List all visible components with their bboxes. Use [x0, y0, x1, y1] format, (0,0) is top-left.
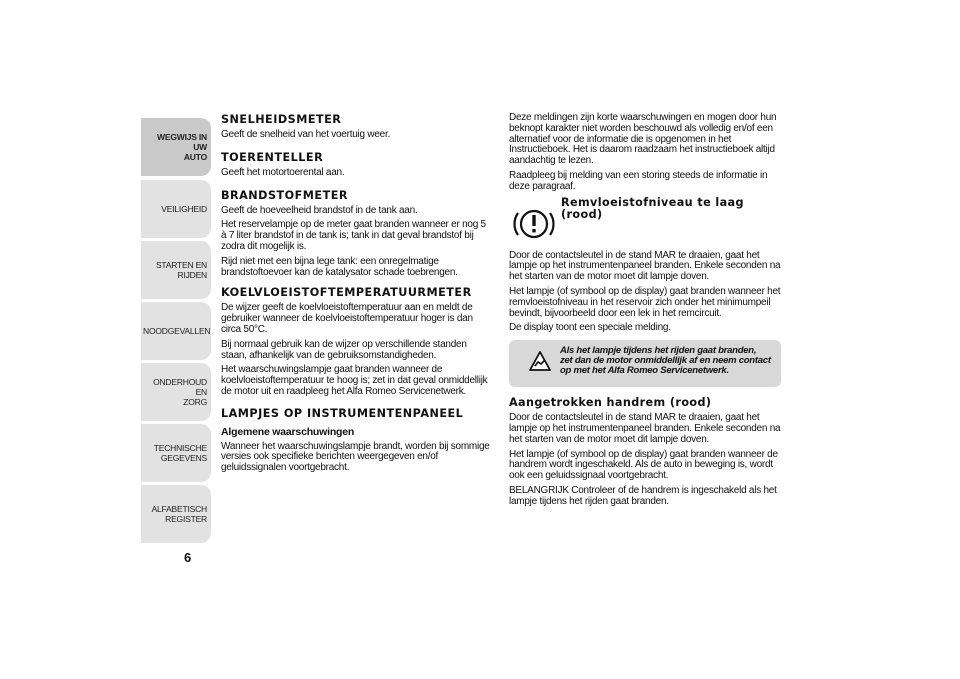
tab-label: REGISTER — [165, 514, 207, 524]
tab-label: GEGEVENS — [160, 453, 207, 463]
general-warnings-heading: Algemene waarschuwingen — [221, 425, 355, 438]
tachometer-text: Geeft het motortoerental aan. — [221, 166, 345, 178]
warning-box — [509, 340, 781, 387]
tab-veiligheid[interactable] — [141, 180, 211, 238]
tab-label: NOODGEVALLEN — [143, 326, 211, 336]
tab-label: ONDERHOUD EN — [153, 377, 207, 397]
tab-label: TECHNISCHE — [153, 443, 207, 453]
tachometer-heading: TOERENTELLER — [221, 150, 324, 164]
coolant-text: Het waarschuwingslampje gaat branden wanneer de koelvloeistoftemperatuur te hoog is; zet in dat geval onmiddellijk de motor uit en raadpleeg het Alfa Romeo Servicenetwerk. — [221, 364, 488, 397]
intro-text: Raadpleeg bij melding van een storing steeds de informatie in deze paragraaf. — [509, 169, 768, 192]
brake-fluid-heading: Remvloeistofniveau te laag (rood) — [561, 195, 744, 221]
warning-triangle-icon — [529, 351, 551, 371]
warning-lamps-heading: LAMPJES OP INSTRUMENTENPANEEL — [221, 406, 464, 420]
tab-label: AUTO — [183, 152, 207, 162]
handbrake-text: Door de contactsleutel in de stand MAR te draaien, gaat het lampje op het instrumentenpaneel branden. Enkele seconden na het starten van de motor moet dit lampje doven. — [509, 412, 781, 445]
tab-label: ZORG — [183, 397, 207, 407]
tab-label: VEILIGHEID — [161, 204, 207, 214]
page-number: 6 — [184, 550, 192, 565]
tab-starten-en-rijden[interactable] — [141, 241, 211, 299]
handbrake-text: Het lampje (of symbool op de display) gaat branden wanneer de handrem wordt ingeschakeld. Als de auto in beweging is, wordt ook een geluidssignaal voortgebracht. — [509, 448, 778, 482]
fuel-text: Geeft de hoeveelheid brandstof in de tank aan. — [221, 204, 418, 216]
brake-fluid-header — [509, 197, 781, 247]
tab-label: STARTEN EN RIJDEN — [155, 260, 207, 280]
warning-text: Als het lampje tijdens het rijden gaat branden, zet dan de motor onmiddellijk af en neem contact op met het Alfa Romeo Servicenetwerk. — [560, 345, 771, 377]
tab-label: WEGWIJS IN UW — [157, 132, 207, 152]
tab-technische-gegevens[interactable] — [141, 424, 211, 482]
tab-label: ALFABETISCH — [151, 504, 207, 514]
handbrake-heading: Aangetrokken handrem (rood) — [509, 396, 712, 410]
general-warnings-text: Wanneer het waarschuwingslampje brandt, worden bij sommige versies ook specifieke berichten weergegeven en/of geluidssignalen voortgebracht. — [221, 440, 490, 474]
brake-fluid-text: Het lampje (of symbool op de display) gaat branden wanneer het remvloeistofniveau in het reservoir zich onder het minimumpeil bevindt, bijvoorbeeld door een lek in het remcircuit. — [509, 285, 781, 319]
speedometer-heading: SNELHEIDSMETER — [221, 113, 342, 126]
fuel-gauge-heading: BRANDSTOFMETER — [221, 188, 348, 202]
coolant-text: Bij normaal gebruik kan de wijzer op verschillende standen staan, afhankelijk van de gebruiksomstandigheden. — [221, 338, 467, 361]
fuel-text: Rijd niet met een bijna lege tank: een onregelmatige brandstoftoevoer kan de katalysator schade toebrengen. — [221, 255, 458, 278]
tab-onderhoud-en-zorg[interactable] — [141, 363, 211, 421]
brake-fluid-text: Door de contactsleutel in de stand MAR te draaien, gaat het lampje op het instrumentenpaneel branden. Enkele seconden na het starten van de motor moet dit lampje doven. — [509, 249, 781, 283]
coolant-gauge-heading: KOELVLOEISTOFTEMPERATUURMETER — [221, 286, 472, 300]
fuel-text: Het reservelampje op de meter gaat branden wanneer er nog 5 à 7 liter brandstof in de tank is; tank in dat geval brandstof bij zodra dit mogelijk is. — [221, 219, 486, 252]
right-column — [509, 113, 781, 512]
speedometer-text: Geeft de snelheid van het voertuig weer. — [221, 129, 391, 140]
brake-warning-icon — [511, 201, 557, 247]
tab-alfabetisch-register[interactable] — [141, 485, 211, 543]
coolant-text: De wijzer geeft de koelvloeistoftemperatuur aan en meldt de gebruiker wanneer de koelvloeistoftemperatuur hoger is dan circa 50°C. — [221, 302, 473, 335]
tab-wegwijs[interactable] — [141, 118, 211, 176]
intro-text: Deze meldingen zijn korte waarschuwingen en mogen door hun beknopt karakter niet worden beschouwd als volledig en/of een alternatief voor de informatie die is opgenomen in het Instructieboek. Het is daarom raadzaam het instructieboek altijd aandachtig te lezen. — [509, 112, 777, 167]
brake-fluid-text: De display toont een speciale melding. — [509, 322, 671, 334]
left-column — [221, 113, 493, 478]
handbrake-text: BELANGRIJK Controleer of de handrem is ingeschakeld als het lampje tijdens het rijden gaat branden. — [509, 484, 777, 507]
tab-noodgevallen[interactable] — [141, 302, 211, 360]
